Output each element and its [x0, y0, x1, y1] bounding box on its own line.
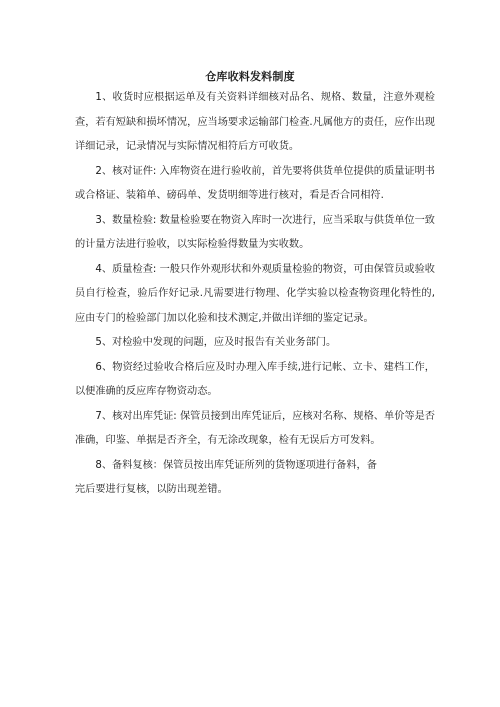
paragraph-1: 1、收货时应根据运单及有关资料详细核对品名、规格、数量，注意外观检查，若有短缺和损坏情况，应当场要求运输部门检查.凡属他方的责任，应作出现详细记录，记录情况与实际情况相符后方可收货。	[75, 92, 435, 152]
paragraph-4: 4、质量检查: 一般只作外观形状和外观质量检验的物资，可由保管员或验收员自行检查，验后作好记录.凡需要进行物理、化学实验以检查物资理化特性的,应由专门的检验部门加以化验和技术测定,并做出详细的鉴定记录。	[75, 263, 435, 324]
paragraph-5: 5、对检验中发现的问题，应及时报告有关业务部门。	[95, 337, 337, 348]
paragraph-8: 8、备料复核：保管员按出库凭证所列的货物逐项进行备料，备	[95, 459, 377, 471]
document-body	[75, 86, 435, 503]
paragraph-3: 3、数量检验: 数量检验要在物资入库时一次进行，应当采取与供货单位一致的计量方法进行验收，以实际检验得数量为实收数。	[75, 214, 435, 250]
paragraph-2: 2、核对证件: 入库物资在进行验收前，首先要将供货单位提供的质量证明书或合格证、装箱单、磅码单、发货明细等进行核对，看是否合同相符.	[75, 165, 435, 201]
paragraph-6: 6、物资经过验收合格后应及时办理入库手续,进行记帐、立卡、建档工作，以便准确的反应库存物资动态。	[75, 361, 435, 397]
paragraph-8-continuation: 完后要进行复核，以防出现差错。	[75, 484, 228, 495]
document-title: 仓库收料发料制度	[205, 70, 295, 83]
paragraph-7: 7、核对出库凭证: 保管员接到出库凭证后，应核对名称、规格、单价等是否准确，印鉴、单据是否齐全，有无涂改现象，检有无误后方可发料。	[75, 410, 435, 446]
